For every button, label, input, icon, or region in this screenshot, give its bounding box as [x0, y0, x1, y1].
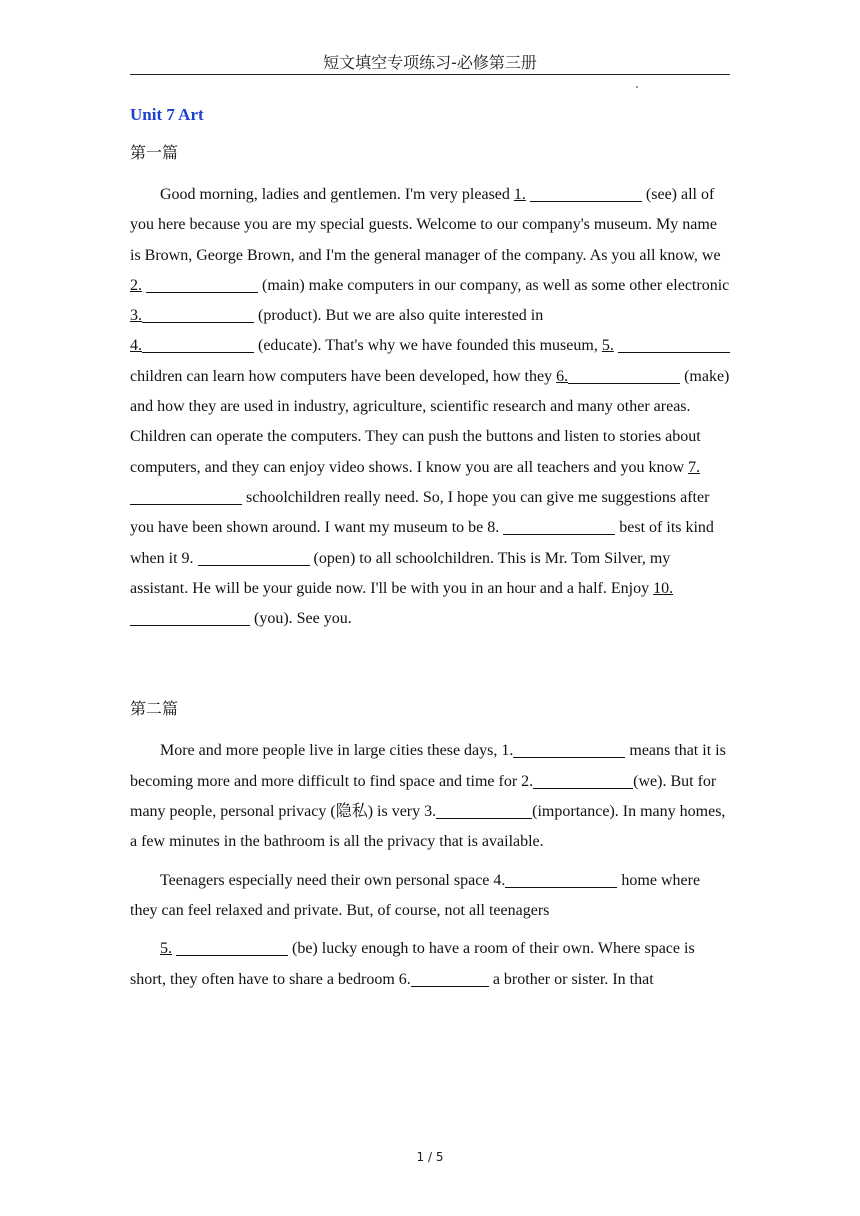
blank-number: 6.: [556, 367, 569, 385]
text: means that it is becoming more and more difficult to find space and time for 2.: [130, 742, 726, 790]
header-dot: [636, 86, 638, 88]
text: (be) lucky enough to have a room of their own. Where space is short, they often have to share a bedroom 6.: [130, 940, 695, 988]
text: (see) all of you here because you are my special guests. Welcome to our company's museum. My name is Brown, George Brown, and I'm the general manager of the company. As you all know, we: [130, 186, 721, 264]
blank-number: 4.: [130, 337, 142, 355]
text: (open) to all schoolchildren. This is Mr. Tom Silver, my assistant. He will be your guide now. I'll be with you in an hour and a half. Enjoy: [130, 549, 671, 597]
text: best of its kind when it 9.: [130, 519, 714, 567]
text: (main) make computers in our company, as well as some other electronic: [258, 276, 730, 294]
text: Teenagers especially need their own personal space 4.: [160, 871, 506, 889]
answer-blank[interactable]: [130, 609, 250, 626]
section-1-paragraph-2: [130, 331, 730, 634]
text: (educate). That's why we have founded this museum,: [254, 337, 602, 355]
text: (product). But we are also quite interested in: [254, 307, 544, 325]
answer-blank[interactable]: [505, 871, 617, 888]
answer-blank[interactable]: [513, 741, 625, 758]
answer-blank[interactable]: [533, 772, 633, 789]
answer-blank[interactable]: [530, 185, 642, 202]
paragraph-gap: [130, 858, 730, 866]
answer-blank[interactable]: [618, 336, 730, 353]
answer-blank[interactable]: [142, 336, 254, 353]
answer-blank[interactable]: [198, 549, 310, 566]
answer-blank[interactable]: [176, 939, 288, 956]
section-1-paragraph-1: [130, 180, 730, 331]
blank-number: 2.: [130, 276, 142, 294]
text: (you). See you.: [250, 610, 352, 628]
page-number: 1 / 5: [416, 1150, 444, 1164]
text: home where they can feel relaxed and private. But, of course, not all teenagers: [130, 871, 701, 919]
blank-number: 3.: [130, 307, 142, 325]
answer-blank[interactable]: [142, 306, 254, 323]
answer-blank[interactable]: [436, 802, 532, 819]
paragraph-gap: [130, 926, 730, 934]
text: schoolchildren really need. So, I hope you can give me suggestions after you have been shown around. I want my museum to be 8.: [130, 488, 710, 537]
text: (make) and how they are used in industry, agriculture, scientific research and many other areas. Children can operate the computers. They can push the buttons and listen to stories about computers, and they can enjoy video shows. I know you are all teachers and you know: [130, 367, 730, 476]
text: a brother or sister. In that: [488, 970, 654, 988]
answer-blank[interactable]: [411, 970, 489, 987]
section-2-paragraph-2: [130, 866, 730, 927]
blank-number: 7.: [688, 458, 701, 476]
answer-blank[interactable]: [146, 276, 258, 293]
section-2-paragraph-3: [130, 934, 730, 995]
text: children can learn how computers have been developed, how they: [130, 367, 553, 385]
answer-blank[interactable]: [503, 518, 615, 535]
blank-number: 5.: [601, 337, 614, 355]
header-divider: [130, 74, 730, 75]
document-body: [130, 102, 730, 995]
text: (importance). In many homes, a few minutes in the bathroom is all the privacy that is available.: [130, 803, 726, 851]
answer-blank[interactable]: [568, 367, 680, 384]
page-header-title: 短文填空专项练习-必修第三册: [323, 53, 537, 72]
unit-title: Unit 7 Art: [130, 105, 204, 124]
section-2-heading: 第二篇: [130, 699, 179, 719]
blank-number: 5.: [160, 940, 172, 958]
text: (we). But for many people, personal privacy (隐私) is very 3.: [130, 772, 717, 821]
answer-blank[interactable]: [130, 488, 242, 505]
section-1-heading: 第一篇: [130, 143, 179, 162]
text: More and more people live in large cities these days, 1.: [160, 742, 514, 760]
blank-number: 10.: [653, 579, 674, 597]
section-spacer: [130, 634, 730, 684]
section-2-paragraph-1: [130, 736, 730, 857]
text: Good morning, ladies and gentlemen. I'm very pleased: [160, 186, 514, 203]
blank-number: 1.: [513, 186, 526, 203]
